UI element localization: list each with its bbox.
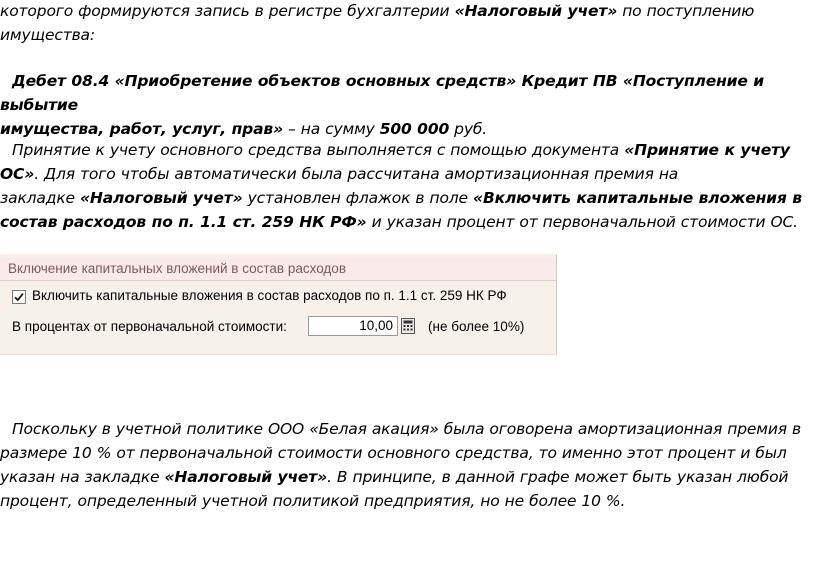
calculator-icon <box>401 318 415 334</box>
percent-label: В процентах от первоначальной стоимости: <box>12 319 287 334</box>
paragraph-3: Принятие к учету основного средства выполняется с помощью документа «Принятие к учету ОС». Для того чтобы автоматически была рассчитана амортизационная премия на закладке «Налоговый учет» установлен флажок в поле «Включить капитальные вложения в состав расходов по п. 1.1 ст. 259 НК РФ» и указан процент от первоначальной стоимости ОС. <box>0 141 802 231</box>
paragraph-4: Поскольку в учетной политике ООО «Белая акация» была оговорена амортизационная премия в размере 10 % от первоначальной стоимости основного средства, то именно этот процент и был указан на закладке «Налоговый учет». В принципе, в данной графе может быть указан любой процент, определенный учетной политикой предприятия, но не более 10 %. <box>0 420 802 510</box>
form-group-header <box>0 258 556 281</box>
include-capital-investments-label: Включить капитальные вложения в состав расходов по п. 1.1 ст. 259 НК РФ <box>32 288 507 303</box>
percent-limit-note: (не более 10%) <box>428 319 525 334</box>
paragraph-2-entry: Дебет 08.4 «Приобретение объектов основных средств» Кредит ПВ «Поступление и выбытие имущества, работ, услуг, прав» – на сумму 500 000 руб. <box>0 72 765 138</box>
calculator-button[interactable] <box>401 318 415 334</box>
include-capital-investments-checkbox[interactable] <box>12 290 26 304</box>
percent-input[interactable]: 10,00 <box>308 316 398 336</box>
register-name: «Налоговый учет» <box>454 2 618 20</box>
document-name: «Принятие к учету <box>624 141 790 159</box>
checkmark-icon <box>13 291 25 303</box>
capital-investments-form <box>0 254 557 355</box>
paragraph-1: которого формируются запись в регистре бухгалтерии «Налоговый учет» по поступлению имущества: <box>0 2 755 44</box>
form-group-title: Включение капитальных вложений в состав расходов <box>8 261 346 276</box>
entry-amount: 500 000 <box>379 120 450 138</box>
debit-credit-entry: Дебет 08.4 «Приобретение объектов основных средств» Кредит ПВ «Поступление и выбытие <box>0 72 765 114</box>
